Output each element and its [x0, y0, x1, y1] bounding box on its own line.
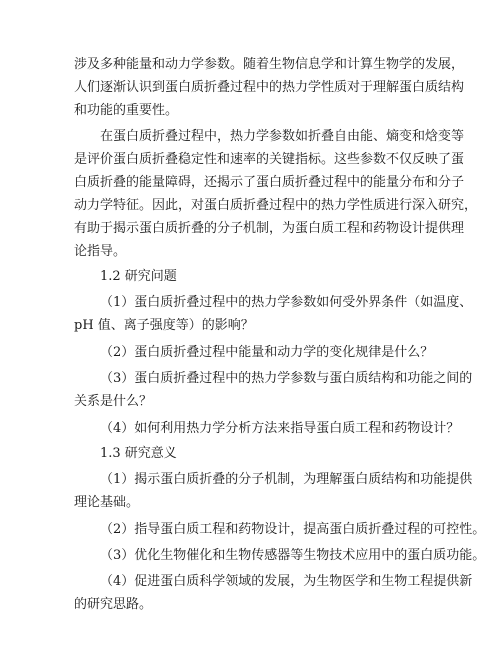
question-1-line-2: pH 值、离子强度等）的影响？ [74, 318, 254, 333]
question-1-line-1: （1）蛋白质折叠过程中的热力学参数如何受外界条件（如温度、 [100, 295, 473, 310]
para-thermo-line-1: 在蛋白质折叠过程中，热力学参数如折叠自由能、熵变和焓变等 [100, 129, 465, 144]
para-intro-line-3: 和功能的重要性。 [74, 103, 179, 118]
para-thermo-line-2: 是评价蛋白质折叠稳定性和速率的关键指标。这些参数不仅反映了蛋 [74, 152, 465, 167]
para-intro-line-1: 涉及多种能量和动力学参数。随着生物信息学和计算生物学的发展， [74, 57, 465, 72]
para-thermo-line-3: 白质折叠的能量障碍，还揭示了蛋白质折叠过程中的能量分布和分子 [74, 175, 465, 190]
section-heading-1-3: 1.3 研究意义 [100, 446, 177, 461]
significance-1-line-1: （1）揭示蛋白质折叠的分子机制，为理解蛋白质结构和功能提供 [100, 472, 473, 487]
para-intro-line-2: 人们逐渐认识到蛋白质折叠过程中的热力学性质对于理解蛋白质结构 [74, 80, 465, 95]
question-3-line-1: （3）蛋白质折叠过程中的热力学参数与蛋白质结构和功能之间的 [100, 371, 473, 386]
question-4: （4）如何利用热力学分析方法来指导蛋白质工程和药物设计？ [100, 421, 460, 436]
significance-4-line-1: （4）促进蛋白质科学领域的发展，为生物医学和生物工程提供新 [100, 574, 473, 589]
significance-1-line-2: 理论基础。 [74, 495, 140, 510]
para-thermo-line-5: 有助于揭示蛋白质折叠的分子机制，为蛋白质工程和药物设计提供理 [74, 221, 465, 236]
significance-3: （3）优化生物催化和生物传感器等生物技术应用中的蛋白质功能。 [100, 548, 486, 563]
significance-2: （2）指导蛋白质工程和药物设计，提高蛋白质折叠过程的可控性。 [100, 522, 486, 537]
significance-4-line-2: 的研究思路。 [74, 597, 153, 612]
para-thermo-line-6: 论指导。 [74, 244, 127, 259]
question-3-line-2: 关系是什么？ [74, 394, 153, 409]
question-2: （2）蛋白质折叠过程中能量和动力学的变化规律是什么？ [100, 345, 434, 360]
para-thermo-line-4: 动力学特征。因此，对蛋白质折叠过程中的热力学性质进行深入研究， [74, 198, 478, 213]
section-heading-1-2: 1.2 研究问题 [100, 269, 177, 284]
